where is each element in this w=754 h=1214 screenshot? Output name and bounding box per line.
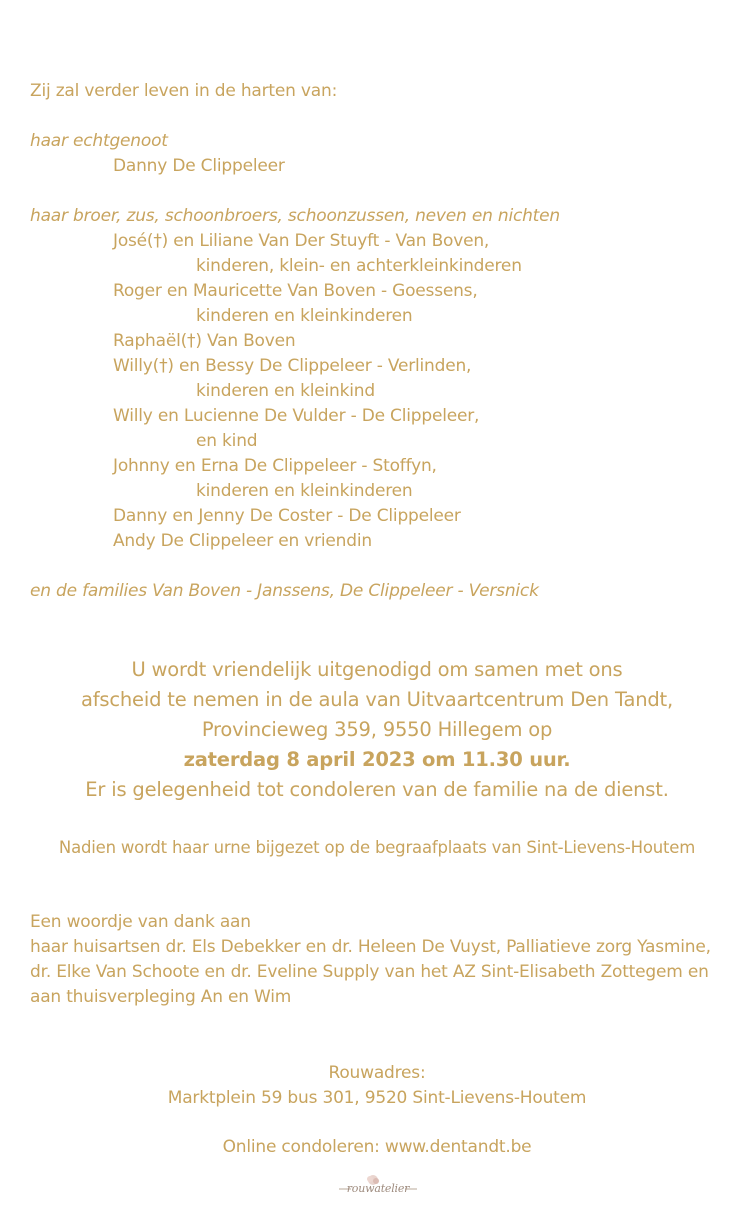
family-heading: haar broer, zus, schoonbroers, schoonzussen, neven en nichten [30,206,560,226]
family-line: kinderen en kleinkind [196,381,375,401]
family-line: en kind [196,431,258,451]
logo-text: rouwatelier [346,1182,410,1195]
family-line: Danny en Jenny De Coster - De Clippeleer [113,506,461,526]
family-line: Willy(†) en Bessy De Clippeleer - Verlinden, [113,356,472,376]
invitation-line: U wordt vriendelijk uitgenodigd om samen met ons [131,658,623,681]
thanks-heading: Een woordje van dank aan [30,912,251,932]
thanks-line: aan thuisverpleging An en Wim [30,987,292,1007]
spouse-heading: haar echtgenoot [30,131,168,151]
rouwatelier-logo [337,1172,419,1202]
family-line: Roger en Mauricette Van Boven - Goessens, [113,281,478,301]
thanks-line: dr. Elke Van Schoote en dr. Eveline Supply van het AZ Sint-Elisabeth Zottegem en [30,962,709,982]
invitation-date: zaterdag 8 april 2023 om 11.30 uur. [183,748,571,771]
thanks-line: haar huisartsen dr. Els Debekker en dr. Heleen De Vuyst, Palliatieve zorg Yasmine, [30,937,711,957]
burial-text: Nadien wordt haar urne bijgezet op de begraafplaats van Sint-Lievens-Houtem [58,838,696,857]
family-line: kinderen, klein- en achterkleinkinderen [196,256,522,276]
family-line: kinderen en kleinkinderen [196,481,413,501]
family-line: Willy en Lucienne De Vulder - De Clippeleer, [113,406,480,426]
spouse-name: Danny De Clippeleer [113,156,285,176]
address-label: Rouwadres: [328,1063,426,1083]
family-line: Andy De Clippeleer en vriendin [113,531,372,551]
family-line: kinderen en kleinkinderen [196,306,413,326]
invitation-line: Er is gelegenheid tot condoleren van de familie na de dienst. [85,778,669,801]
online-condolence: Online condoleren: www.dentandt.be [222,1137,532,1157]
invitation-line: afscheid te nemen in de aula van Uitvaartcentrum Den Tandt, [81,688,673,711]
family-line: Johnny en Erna De Clippeleer - Stoffyn, [113,456,437,476]
family-line: José(†) en Liliane Van Der Stuyft - Van Boven, [113,231,490,251]
address-value: Marktplein 59 bus 301, 9520 Sint-Lievens-Houtem [167,1088,587,1108]
intro-text: Zij zal verder leven in de harten van: [30,81,338,101]
family-line: Raphaël(†) Van Boven [113,331,296,351]
families-text: en de families Van Boven - Janssens, De Clippeleer - Versnick [30,581,539,601]
invitation-line: Provincieweg 359, 9550 Hillegem op [201,718,553,741]
